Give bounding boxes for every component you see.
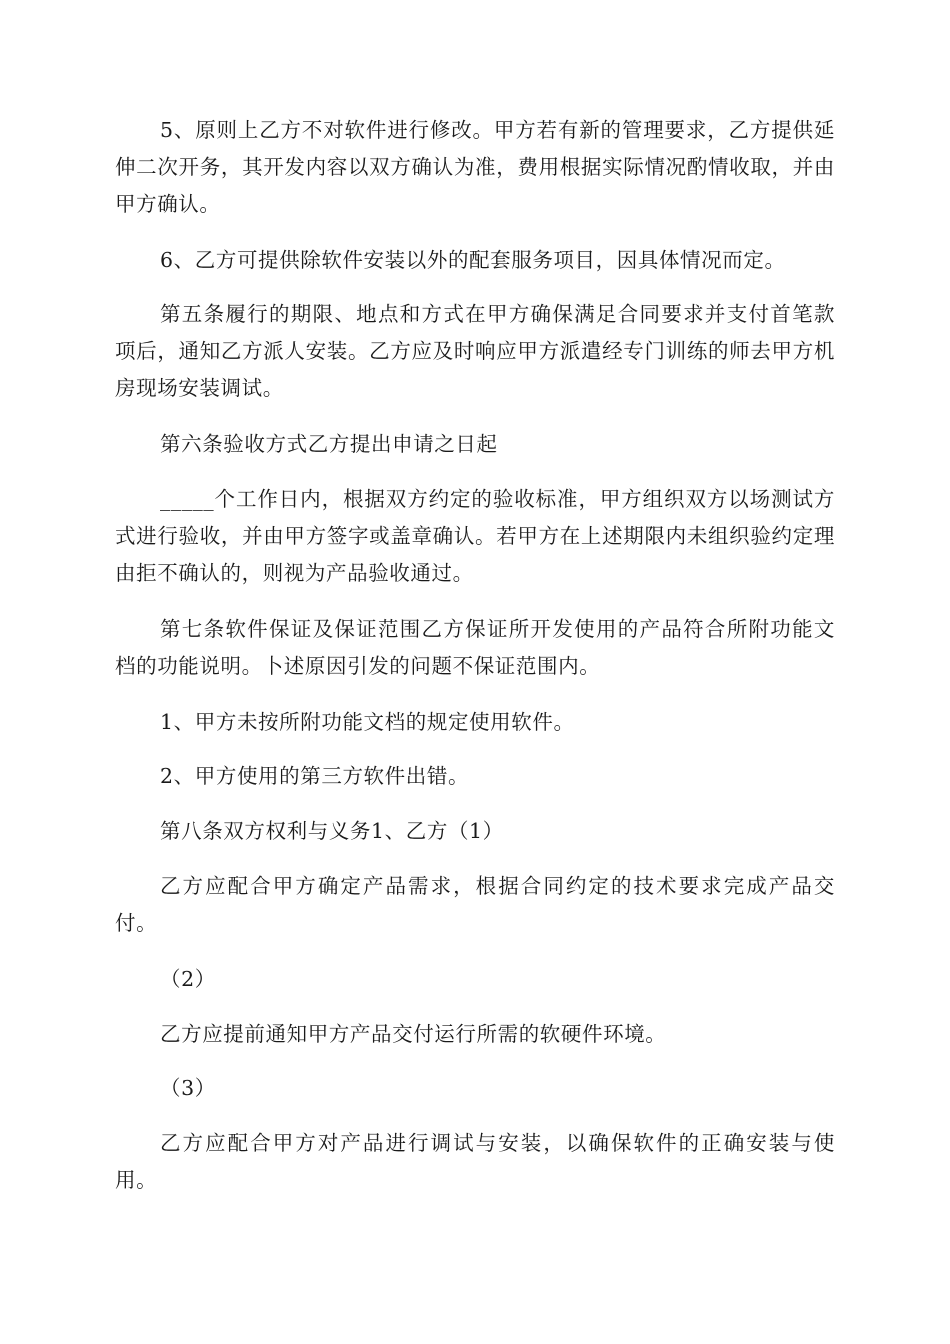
paragraph-article-6: 第六条验收方式乙方提出申请之日起: [160, 432, 498, 456]
paragraph-number-2: （2）: [160, 967, 216, 991]
paragraph-duty-3: 乙方应配合甲方对产品进行调试与安装，以确保软件的正确安装与使用。: [115, 1131, 835, 1192]
paragraph-clause-6: 6、乙方可提供除软件安装以外的配套服务项目，因具体情况而定。: [160, 248, 786, 272]
paragraph-article-7: 第七条软件保证及保证范围乙方保证所开发使用的产品符合所附功能文档的功能说明。卜述原因引发的问题不保证范围内。: [115, 617, 835, 678]
paragraph-clause-5: 5、原则上乙方不对软件进行修改。甲方若有新的管理要求，乙方提供延伸二次开务，其开发内容以双方确认为准，费用根据实际情况酌情收取，并由甲方确认。: [115, 118, 835, 216]
paragraph-article-5: 第五条履行的期限、地点和方式在甲方确保满足合同要求并支付首笔款项后，通知乙方派人安装。乙方应及时响应甲方派遣经专门训练的师去甲方机房现场安装调试。: [115, 302, 835, 400]
paragraph-duty-1: 乙方应配合甲方确定产品需求，根据合同约定的技术要求完成产品交付。: [115, 874, 835, 935]
paragraph-number-3: （3）: [160, 1076, 216, 1100]
paragraph-article-8: 第八条双方权利与义务1、乙方（1）: [160, 819, 504, 843]
paragraph-acceptance: _____个工作日内，根据双方约定的验收标准，甲方组织双方以场测试方式进行验收，并由甲方签字或盖章确认。若甲方在上述期限内未组织验约定理由拒不确认的，则视为产品验收通过。: [115, 487, 835, 585]
paragraph-duty-2: 乙方应提前通知甲方产品交付运行所需的软硬件环境。: [160, 1022, 667, 1046]
paragraph-item-2: 2、甲方使用的第三方软件出错。: [160, 764, 470, 788]
paragraph-item-1: 1、甲方未按所附功能文档的规定使用软件。: [160, 710, 575, 734]
